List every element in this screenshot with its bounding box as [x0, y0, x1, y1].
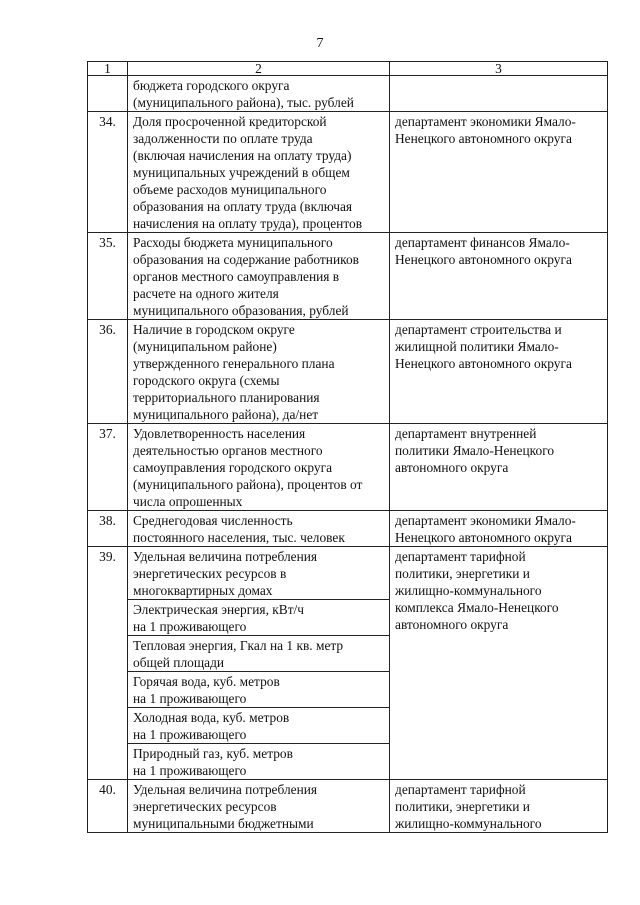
row-number: 34.	[88, 112, 128, 233]
indicator-cell: Наличие в городском округе (муниципальном районе) утвержденного генерального плана городского округа (схемы территориального планирования муниципального района), да/нет	[128, 320, 390, 424]
table-row	[88, 424, 608, 511]
row-number: 35.	[88, 233, 128, 320]
indicator-cell: Доля просроченной кредиторской задолженности по оплате труда (включая начисления на оплату труда) муниципальных учреждений в общем объеме расходов муниципального образования на оплату труда (включая начисления на оплату труда), процентов	[128, 112, 390, 233]
column-header-2: 2	[128, 62, 390, 76]
table-row	[88, 320, 608, 424]
table-header-row	[88, 62, 608, 76]
department-cell	[390, 76, 608, 112]
table-row	[88, 76, 608, 112]
indicator-cell: бюджета городского округа (муниципального района), тыс. рублей	[128, 76, 390, 112]
indicator-cell: Удельная величина потребления энергетических ресурсов муниципальными бюджетными	[128, 780, 390, 833]
indicators-table	[87, 61, 608, 833]
department-cell: департамент внутренней политики Ямало-Ненецкого автономного округа	[390, 424, 608, 511]
indicator-cell: Удельная величина потребления энергетических ресурсов в многоквартирных домах	[128, 547, 390, 600]
row-number: 39.	[88, 547, 128, 780]
row-number: 38.	[88, 511, 128, 547]
department-cell: департамент тарифной политики, энергетики и жилищно-коммунального комплекса Ямало-Ненецкого автономного округа	[390, 547, 608, 780]
table-row	[88, 112, 608, 233]
table-row	[88, 511, 608, 547]
table-row	[88, 233, 608, 320]
department-cell: департамент строительства и жилищной политики Ямало- Ненецкого автономного округа	[390, 320, 608, 424]
column-header-1: 1	[88, 62, 128, 76]
indicator-subcell-heat: Тепловая энергия, Гкал на 1 кв. метр общей площади	[128, 636, 390, 672]
indicator-cell: Среднегодовая численность постоянного населения, тыс. человек	[128, 511, 390, 547]
page-number: 7	[316, 36, 324, 51]
row-number: 40.	[88, 780, 128, 833]
row-number	[88, 76, 128, 112]
indicator-subcell-cold-water: Холодная вода, куб. метров на 1 проживающего	[128, 708, 390, 744]
indicator-cell: Удовлетворенность населения деятельностью органов местного самоуправления городского округа (муниципального района), процентов от числа опрошенных	[128, 424, 390, 511]
row-number: 37.	[88, 424, 128, 511]
department-cell: департамент экономики Ямало- Ненецкого автономного округа	[390, 511, 608, 547]
indicator-subcell-hot-water: Горячая вода, куб. метров на 1 проживающего	[128, 672, 390, 708]
department-cell: департамент экономики Ямало- Ненецкого автономного округа	[390, 112, 608, 233]
table-row	[88, 780, 608, 833]
table-row	[88, 547, 608, 600]
indicator-subcell-gas: Природный газ, куб. метров на 1 проживающего	[128, 744, 390, 780]
indicator-cell: Расходы бюджета муниципального образования на содержание работников органов местного самоуправления в расчете на одного жителя муниципального образования, рублей	[128, 233, 390, 320]
department-cell: департамент финансов Ямало- Ненецкого автономного округа	[390, 233, 608, 320]
row-number: 36.	[88, 320, 128, 424]
indicator-subcell-electricity: Электрическая энергия, кВт/ч на 1 проживающего	[128, 600, 390, 636]
department-cell: департамент тарифной политики, энергетики и жилищно-коммунального	[390, 780, 608, 833]
column-header-3: 3	[390, 62, 608, 76]
